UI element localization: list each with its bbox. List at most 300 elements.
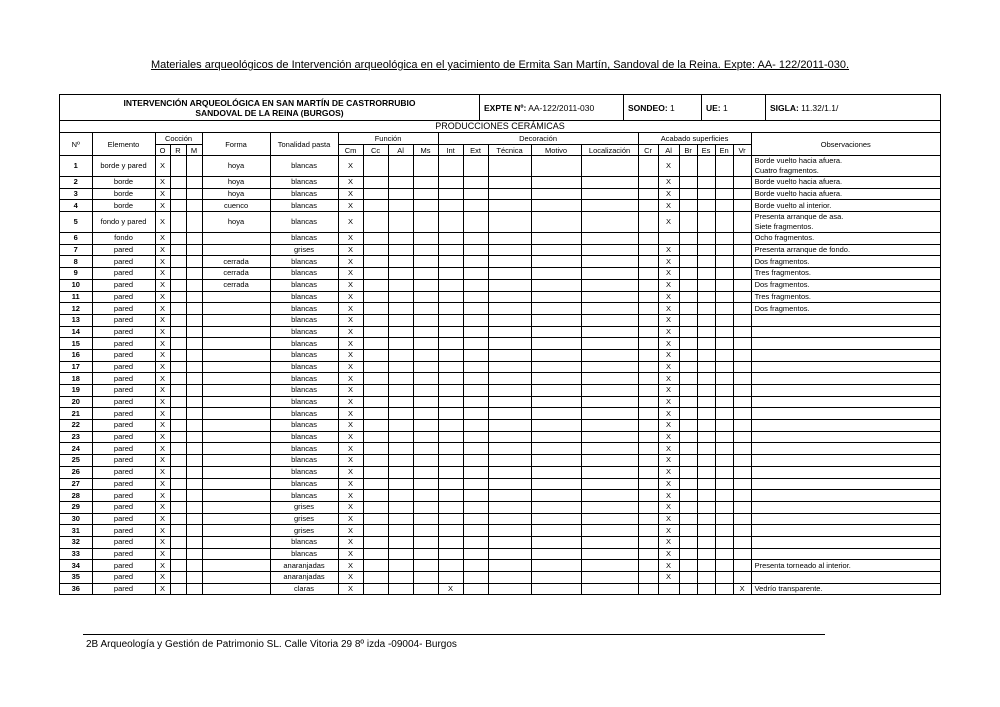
- cell-acabado-al: X: [658, 513, 679, 525]
- cell-decoracion-localizacion: [581, 303, 638, 315]
- cell-funcion-cm: X: [338, 279, 363, 291]
- cell-coccion-m: [186, 349, 202, 361]
- cell-funcion-ms: [413, 303, 438, 315]
- cell-coccion-m: [186, 525, 202, 537]
- cell-coccion-m: [186, 326, 202, 338]
- cell-elemento: pared: [92, 303, 155, 315]
- cell-coccion-m: [186, 338, 202, 350]
- cell-decoracion-motivo: [531, 291, 581, 303]
- cell-funcion-al: [388, 501, 413, 513]
- cell-funcion-cm: X: [338, 361, 363, 373]
- cell-decoracion-localizacion: [581, 443, 638, 455]
- cell-elemento: pared: [92, 268, 155, 280]
- cell-tonalidad: blancas: [270, 200, 338, 212]
- cell-decoracion-tecnica: [488, 291, 531, 303]
- cell-acabado-vr: [733, 525, 751, 537]
- sub-acabado-al: Al: [658, 145, 679, 156]
- cell-coccion-r: [170, 572, 186, 584]
- cell-funcion-al: [388, 338, 413, 350]
- cell-funcion-ms: [413, 326, 438, 338]
- cell-decoracion-int: [438, 572, 463, 584]
- observation-line: Dos fragmentos.: [754, 303, 810, 313]
- cell-decoracion-motivo: [531, 373, 581, 385]
- cell-decoracion-int: [438, 314, 463, 326]
- observation-line: Borde vuelto hacia afuera.: [754, 156, 843, 165]
- cell-acabado-cr: [638, 244, 658, 256]
- table-row: [60, 156, 940, 177]
- cell-coccion-r: [170, 478, 186, 490]
- cell-funcion-cm: X: [338, 408, 363, 420]
- cell-acabado-en: [715, 291, 733, 303]
- cell-funcion-al: [388, 244, 413, 256]
- sub-coccion-m: M: [186, 145, 202, 156]
- cell-acabado-al: X: [658, 536, 679, 548]
- cell-num: 15: [60, 338, 92, 350]
- cell-observaciones: [751, 200, 940, 212]
- cell-observaciones: [751, 385, 940, 397]
- cell-acabado-br: [679, 431, 697, 443]
- cell-decoracion-localizacion: [581, 156, 638, 177]
- cell-funcion-cc: [363, 212, 388, 233]
- cell-acabado-vr: [733, 490, 751, 502]
- cell-decoracion-ext: [463, 420, 488, 432]
- cell-decoracion-tecnica: [488, 396, 531, 408]
- cell-acabado-al: X: [658, 572, 679, 584]
- cell-funcion-cm: X: [338, 256, 363, 268]
- cell-acabado-es: [697, 326, 715, 338]
- cell-coccion-o: X: [155, 338, 170, 350]
- cell-observaciones: [751, 583, 940, 594]
- cell-funcion-cc: [363, 536, 388, 548]
- cell-coccion-r: [170, 349, 186, 361]
- cell-acabado-al: X: [658, 326, 679, 338]
- cell-acabado-br: [679, 478, 697, 490]
- cell-funcion-al: [388, 420, 413, 432]
- cell-coccion-r: [170, 268, 186, 280]
- cell-acabado-cr: [638, 443, 658, 455]
- table-row: [60, 431, 940, 443]
- cell-funcion-al: [388, 536, 413, 548]
- cell-funcion-al: [388, 583, 413, 594]
- cell-coccion-o: X: [155, 268, 170, 280]
- cell-observaciones: [751, 177, 940, 189]
- cell-elemento: pared: [92, 548, 155, 560]
- cell-coccion-m: [186, 560, 202, 572]
- cell-acabado-es: [697, 385, 715, 397]
- cell-decoracion-tecnica: [488, 466, 531, 478]
- cell-funcion-cm: X: [338, 431, 363, 443]
- cell-acabado-br: [679, 443, 697, 455]
- cell-acabado-vr: [733, 560, 751, 572]
- cell-acabado-en: [715, 314, 733, 326]
- cell-acabado-vr: [733, 536, 751, 548]
- cell-decoracion-tecnica: [488, 513, 531, 525]
- cell-tonalidad: blancas: [270, 396, 338, 408]
- sigla-label: SIGLA:: [770, 102, 799, 113]
- cell-funcion-ms: [413, 385, 438, 397]
- cell-coccion-m: [186, 548, 202, 560]
- cell-acabado-es: [697, 560, 715, 572]
- cell-acabado-br: [679, 466, 697, 478]
- cell-decoracion-int: [438, 200, 463, 212]
- cell-acabado-vr: [733, 291, 751, 303]
- cell-funcion-al: [388, 408, 413, 420]
- cell-coccion-o: X: [155, 244, 170, 256]
- cell-acabado-en: [715, 326, 733, 338]
- cell-coccion-o: X: [155, 200, 170, 212]
- cell-observaciones: [751, 349, 940, 361]
- cell-acabado-es: [697, 314, 715, 326]
- header-row-1: [60, 133, 940, 145]
- cell-coccion-m: [186, 303, 202, 315]
- cell-acabado-en: [715, 560, 733, 572]
- cell-coccion-o: X: [155, 548, 170, 560]
- sondeo-cell: [624, 95, 702, 120]
- cell-funcion-cc: [363, 188, 388, 200]
- cell-acabado-cr: [638, 200, 658, 212]
- cell-observaciones: [751, 513, 940, 525]
- cell-num: 16: [60, 349, 92, 361]
- cell-decoracion-localizacion: [581, 361, 638, 373]
- col-funcion: Función: [338, 133, 438, 145]
- cell-decoracion-motivo: [531, 188, 581, 200]
- cell-funcion-al: [388, 233, 413, 245]
- cell-funcion-cc: [363, 572, 388, 584]
- cell-acabado-en: [715, 420, 733, 432]
- cell-decoracion-int: [438, 338, 463, 350]
- cell-funcion-ms: [413, 443, 438, 455]
- cell-acabado-br: [679, 583, 697, 594]
- cell-coccion-o: X: [155, 455, 170, 467]
- cell-decoracion-ext: [463, 361, 488, 373]
- cell-tonalidad: blancas: [270, 420, 338, 432]
- observation-line: Tres fragmentos.: [754, 291, 811, 301]
- cell-decoracion-localizacion: [581, 188, 638, 200]
- cell-tonalidad: blancas: [270, 408, 338, 420]
- cell-decoracion-localizacion: [581, 314, 638, 326]
- cell-funcion-ms: [413, 244, 438, 256]
- cell-observaciones: [751, 279, 940, 291]
- cell-decoracion-ext: [463, 501, 488, 513]
- cell-decoracion-int: [438, 212, 463, 233]
- cell-decoracion-localizacion: [581, 291, 638, 303]
- cell-acabado-vr: [733, 373, 751, 385]
- cell-coccion-o: X: [155, 525, 170, 537]
- cell-coccion-o: X: [155, 326, 170, 338]
- cell-decoracion-tecnica: [488, 349, 531, 361]
- cell-coccion-r: [170, 385, 186, 397]
- cell-acabado-en: [715, 338, 733, 350]
- cell-funcion-cc: [363, 326, 388, 338]
- cell-acabado-en: [715, 349, 733, 361]
- cell-funcion-ms: [413, 466, 438, 478]
- cell-funcion-cm: X: [338, 338, 363, 350]
- cell-decoracion-motivo: [531, 513, 581, 525]
- cell-decoracion-ext: [463, 326, 488, 338]
- cell-acabado-es: [697, 291, 715, 303]
- cell-decoracion-tecnica: [488, 560, 531, 572]
- cell-acabado-es: [697, 443, 715, 455]
- cell-acabado-cr: [638, 291, 658, 303]
- cell-elemento: pared: [92, 279, 155, 291]
- cell-funcion-cc: [363, 291, 388, 303]
- cell-decoracion-motivo: [531, 490, 581, 502]
- table-row: [60, 455, 940, 467]
- cell-coccion-o: X: [155, 385, 170, 397]
- observation-line: Siete fragmentos.: [754, 222, 814, 232]
- cell-funcion-cc: [363, 349, 388, 361]
- cell-elemento: pared: [92, 291, 155, 303]
- table-row: [60, 349, 940, 361]
- cell-decoracion-ext: [463, 560, 488, 572]
- cell-coccion-r: [170, 338, 186, 350]
- cell-acabado-al: X: [658, 349, 679, 361]
- cell-funcion-cm: X: [338, 291, 363, 303]
- cell-acabado-vr: [733, 338, 751, 350]
- cell-decoracion-int: [438, 177, 463, 189]
- cell-decoracion-ext: [463, 536, 488, 548]
- cell-acabado-en: [715, 177, 733, 189]
- cell-decoracion-motivo: [531, 338, 581, 350]
- cell-funcion-cm: X: [338, 420, 363, 432]
- cell-coccion-m: [186, 385, 202, 397]
- cell-funcion-al: [388, 314, 413, 326]
- sub-decoracion-motivo: Motivo: [531, 145, 581, 156]
- cell-acabado-cr: [638, 396, 658, 408]
- cell-acabado-es: [697, 501, 715, 513]
- cell-tonalidad: anaranjadas: [270, 572, 338, 584]
- table-row: [60, 396, 940, 408]
- sub-decoracion-localizacion: Localización: [581, 145, 638, 156]
- table-row: [60, 314, 940, 326]
- cell-coccion-r: [170, 513, 186, 525]
- cell-decoracion-ext: [463, 525, 488, 537]
- cell-elemento: pared: [92, 560, 155, 572]
- cell-coccion-o: X: [155, 478, 170, 490]
- cell-funcion-cm: X: [338, 233, 363, 245]
- cell-acabado-en: [715, 408, 733, 420]
- cell-funcion-al: [388, 548, 413, 560]
- cell-acabado-vr: [733, 279, 751, 291]
- cell-decoracion-int: [438, 513, 463, 525]
- cell-decoracion-localizacion: [581, 478, 638, 490]
- cell-funcion-ms: [413, 156, 438, 177]
- cell-decoracion-int: [438, 420, 463, 432]
- cell-decoracion-tecnica: [488, 303, 531, 315]
- cell-decoracion-localizacion: [581, 490, 638, 502]
- cell-decoracion-tecnica: [488, 536, 531, 548]
- col-observaciones: Observaciones: [751, 133, 940, 156]
- cell-observaciones: [751, 188, 940, 200]
- cell-funcion-cc: [363, 466, 388, 478]
- cell-coccion-r: [170, 548, 186, 560]
- cell-forma: [202, 431, 270, 443]
- cell-funcion-al: [388, 560, 413, 572]
- cell-coccion-m: [186, 536, 202, 548]
- cell-acabado-vr: [733, 478, 751, 490]
- table-row: [60, 268, 940, 280]
- cell-coccion-m: [186, 431, 202, 443]
- cell-funcion-cm: X: [338, 572, 363, 584]
- cell-funcion-al: [388, 212, 413, 233]
- cell-acabado-en: [715, 361, 733, 373]
- cell-funcion-ms: [413, 513, 438, 525]
- cell-funcion-cc: [363, 408, 388, 420]
- cell-observaciones: [751, 314, 940, 326]
- cell-observaciones: [751, 548, 940, 560]
- col-coccion: Cocción: [155, 133, 202, 145]
- table-row: [60, 361, 940, 373]
- cell-funcion-cc: [363, 279, 388, 291]
- cell-funcion-cm: X: [338, 373, 363, 385]
- cell-acabado-br: [679, 560, 697, 572]
- cell-acabado-vr: X: [733, 583, 751, 594]
- cell-acabado-cr: [638, 338, 658, 350]
- cell-observaciones: [751, 244, 940, 256]
- cell-acabado-br: [679, 361, 697, 373]
- cell-acabado-cr: [638, 420, 658, 432]
- cell-acabado-es: [697, 338, 715, 350]
- cell-decoracion-tecnica: [488, 572, 531, 584]
- cell-decoracion-localizacion: [581, 200, 638, 212]
- observation-line: Presenta arranque de asa.: [754, 212, 844, 222]
- cell-decoracion-ext: [463, 256, 488, 268]
- cell-elemento: borde y pared: [92, 156, 155, 177]
- cell-observaciones: [751, 536, 940, 548]
- cell-tonalidad: blancas: [270, 490, 338, 502]
- cell-acabado-cr: [638, 455, 658, 467]
- cell-acabado-en: [715, 256, 733, 268]
- cell-coccion-r: [170, 420, 186, 432]
- table-row: [60, 338, 940, 350]
- cell-acabado-al: X: [658, 361, 679, 373]
- cell-decoracion-int: [438, 326, 463, 338]
- cell-acabado-br: [679, 501, 697, 513]
- cell-acabado-cr: [638, 361, 658, 373]
- cell-coccion-r: [170, 583, 186, 594]
- cell-decoracion-tecnica: [488, 338, 531, 350]
- cell-decoracion-localizacion: [581, 536, 638, 548]
- cell-acabado-es: [697, 177, 715, 189]
- cell-acabado-vr: [733, 200, 751, 212]
- cell-acabado-br: [679, 291, 697, 303]
- sub-coccion-o: O: [155, 145, 170, 156]
- table-row: [60, 466, 940, 478]
- cell-acabado-al: X: [658, 420, 679, 432]
- cell-forma: [202, 244, 270, 256]
- cell-acabado-en: [715, 268, 733, 280]
- cell-tonalidad: anaranjadas: [270, 560, 338, 572]
- cell-tonalidad: grises: [270, 513, 338, 525]
- cell-decoracion-motivo: [531, 455, 581, 467]
- cell-acabado-en: [715, 396, 733, 408]
- cell-tonalidad: blancas: [270, 431, 338, 443]
- cell-funcion-al: [388, 525, 413, 537]
- cell-elemento: borde: [92, 188, 155, 200]
- cell-elemento: pared: [92, 536, 155, 548]
- cell-acabado-es: [697, 536, 715, 548]
- cell-funcion-ms: [413, 490, 438, 502]
- observation-line: Presenta torneado al interior.: [754, 560, 851, 570]
- cell-funcion-cm: X: [338, 177, 363, 189]
- cell-tonalidad: blancas: [270, 212, 338, 233]
- cell-coccion-o: X: [155, 279, 170, 291]
- cell-coccion-m: [186, 572, 202, 584]
- cell-funcion-cc: [363, 490, 388, 502]
- cell-funcion-cc: [363, 431, 388, 443]
- cell-decoracion-tecnica: [488, 420, 531, 432]
- cell-acabado-vr: [733, 455, 751, 467]
- cell-coccion-r: [170, 303, 186, 315]
- cell-acabado-es: [697, 583, 715, 594]
- cell-coccion-r: [170, 326, 186, 338]
- cell-acabado-en: [715, 303, 733, 315]
- sub-acabado-br: Br: [679, 145, 697, 156]
- cell-funcion-cc: [363, 583, 388, 594]
- cell-acabado-al: X: [658, 373, 679, 385]
- cell-decoracion-localizacion: [581, 455, 638, 467]
- cell-decoracion-int: [438, 560, 463, 572]
- cell-acabado-cr: [638, 279, 658, 291]
- cell-decoracion-tecnica: [488, 188, 531, 200]
- cell-coccion-o: X: [155, 583, 170, 594]
- cell-observaciones: [751, 212, 940, 233]
- cell-decoracion-localizacion: [581, 525, 638, 537]
- cell-decoracion-tecnica: [488, 233, 531, 245]
- cell-acabado-vr: [733, 326, 751, 338]
- cell-funcion-al: [388, 256, 413, 268]
- cell-coccion-m: [186, 256, 202, 268]
- cell-decoracion-tecnica: [488, 212, 531, 233]
- cell-decoracion-ext: [463, 478, 488, 490]
- cell-observaciones: [751, 326, 940, 338]
- cell-acabado-cr: [638, 408, 658, 420]
- cell-funcion-al: [388, 385, 413, 397]
- cell-decoracion-tecnica: [488, 443, 531, 455]
- cell-coccion-r: [170, 396, 186, 408]
- cell-acabado-es: [697, 256, 715, 268]
- cell-funcion-ms: [413, 256, 438, 268]
- cell-funcion-ms: [413, 338, 438, 350]
- cell-observaciones: [751, 420, 940, 432]
- cell-acabado-en: [715, 513, 733, 525]
- cell-funcion-cc: [363, 314, 388, 326]
- sub-acabado-vr: Vr: [733, 145, 751, 156]
- cell-acabado-en: [715, 490, 733, 502]
- cell-tonalidad: blancas: [270, 349, 338, 361]
- cell-decoracion-tecnica: [488, 256, 531, 268]
- table-row: [60, 385, 940, 397]
- cell-coccion-r: [170, 279, 186, 291]
- cell-acabado-al: X: [658, 338, 679, 350]
- cell-funcion-cm: X: [338, 490, 363, 502]
- cell-decoracion-tecnica: [488, 244, 531, 256]
- cell-tonalidad: blancas: [270, 466, 338, 478]
- cell-acabado-vr: [733, 385, 751, 397]
- cell-acabado-al: X: [658, 408, 679, 420]
- intervention-line-1: INTERVENCIÓN ARQUEOLÓGICA EN SAN MARTÍN DE CASTRORRUBIO: [123, 97, 416, 108]
- cell-coccion-m: [186, 177, 202, 189]
- observation-line: Dos fragmentos.: [754, 256, 810, 266]
- cell-funcion-ms: [413, 373, 438, 385]
- cell-acabado-es: [697, 490, 715, 502]
- observation-line: Vedrío transparente.: [754, 584, 823, 594]
- cell-acabado-en: [715, 466, 733, 478]
- cell-acabado-es: [697, 188, 715, 200]
- cell-decoracion-int: [438, 385, 463, 397]
- cell-decoracion-tecnica: [488, 385, 531, 397]
- cell-forma: [202, 349, 270, 361]
